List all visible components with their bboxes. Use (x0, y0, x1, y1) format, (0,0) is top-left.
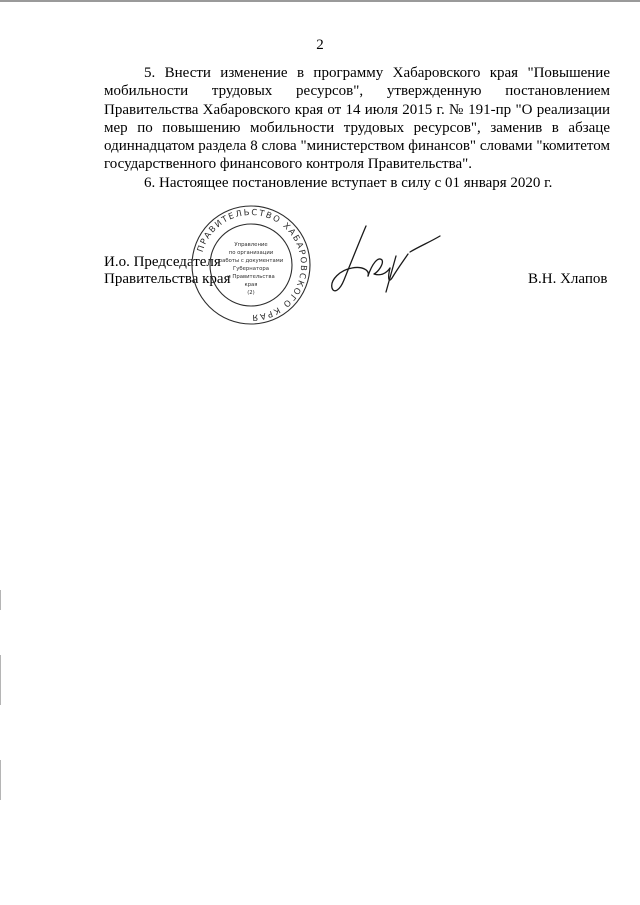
official-seal-stamp (190, 204, 312, 326)
signatory-title-line1: И.о. Председателя (104, 254, 221, 270)
scan-margin-mark (0, 655, 1, 705)
scan-margin-mark (0, 590, 1, 610)
seal-line-7: (2) (247, 290, 255, 296)
page-number: 2 (316, 37, 324, 53)
signatory-name: В.Н. Хлапов (528, 271, 608, 287)
signatory-title-line2: Правительства края (104, 271, 231, 287)
seal-line-1: Управление (234, 242, 268, 248)
paragraph-5: 5. Внести изменение в программу Хабаровского края "Повышение мобильности трудовых ресурсов", утвержденную постановлением Правительства Хабаровского края от 14 июля 2015 г. № 191-пр "О реализации мер по повышению мобильности трудовых ресурсов", заменив в абзаце одиннадцатом раздела 8 слова "министерством финансов" словами "комитетом государственного финансового контроля Правительства". (104, 65, 610, 173)
paragraph-6: 6. Настоящее постановление вступает в силу с 01 января 2020 г. (144, 174, 553, 191)
document-body (104, 64, 610, 192)
seal-ring-text: ПРАВИТЕЛЬСТВО ХАБАРОВСКОГО КРАЯ (194, 206, 310, 324)
handwritten-signature (326, 220, 446, 300)
scan-top-edge (0, 0, 640, 2)
seal-line-3: работы с документами (218, 258, 284, 264)
scan-margin-mark (0, 760, 1, 800)
seal-line-5: и Правительства (227, 274, 275, 280)
seal-line-6: края (244, 282, 258, 288)
seal-line-4: Губернатора (233, 266, 269, 272)
seal-line-2: по организации (228, 250, 274, 256)
